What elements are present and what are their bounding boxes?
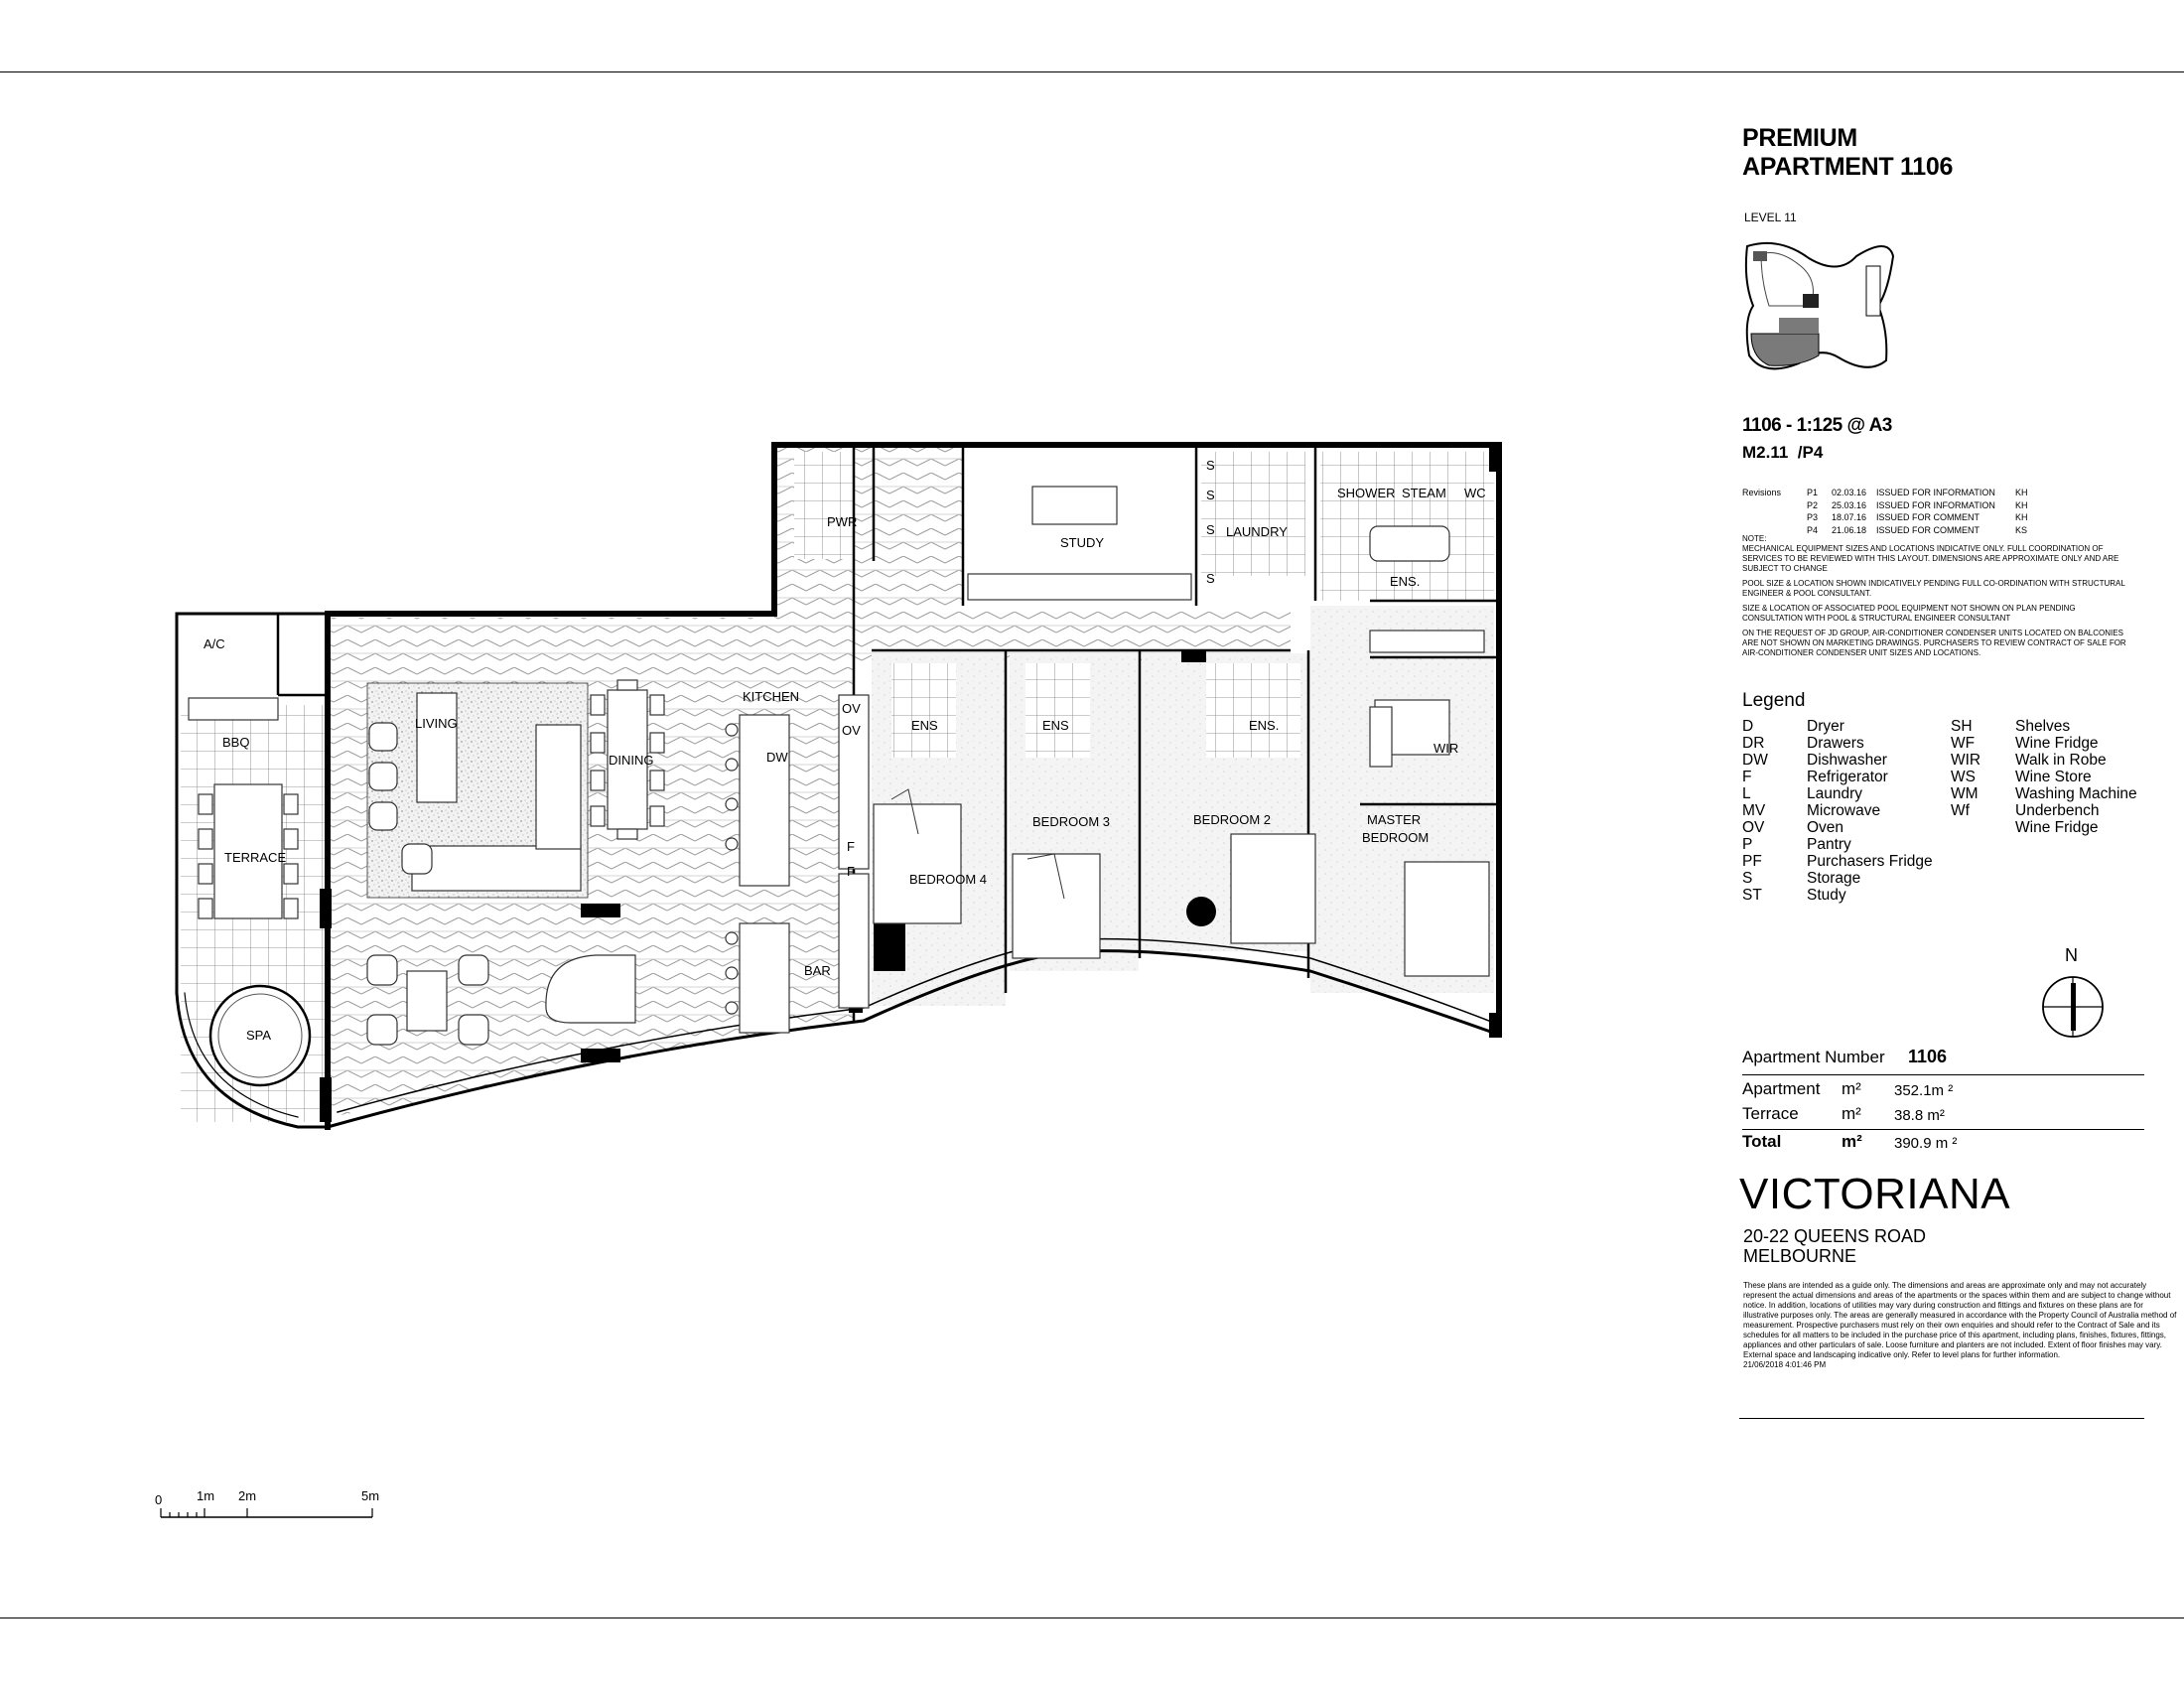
- legend-code: ST: [1742, 887, 1762, 904]
- room-living: LIVING: [415, 716, 458, 731]
- legend-code: F: [1742, 769, 1752, 785]
- legend-label: Underbench: [2015, 802, 2100, 819]
- drawing-number: M2.11: [1742, 443, 1789, 462]
- scale-tick-0: 0: [155, 1492, 163, 1507]
- label-s-4: S: [1206, 571, 1215, 586]
- area-value: 38.8 m²: [1894, 1107, 1945, 1124]
- rev-date: 25.03.16: [1832, 499, 1867, 510]
- room-master-1: MASTER: [1367, 812, 1422, 827]
- legend-label: Study: [1807, 887, 1846, 904]
- revisions-heading: Revisions: [1742, 488, 1782, 497]
- legend-code: S: [1742, 870, 1753, 887]
- rev-date: 21.06.18: [1832, 524, 1867, 535]
- legend-code: WIR: [1951, 752, 1981, 769]
- area-table: [1742, 1048, 2144, 1156]
- note-3: SIZE & LOCATION OF ASSOCIATED POOL EQUIPMENT NOT SHOWN ON PLAN PENDING CONSULTATION WITH POOL & STRUCTURAL ENGINEER CONSULTANT: [1742, 604, 2076, 623]
- drawing-number-row: [1742, 443, 1823, 463]
- area-label: Terrace: [1742, 1104, 1799, 1123]
- legend-right-codes: [1951, 718, 2010, 836]
- legend-title: Legend: [1742, 690, 1806, 711]
- rev-date: 02.03.16: [1832, 488, 1867, 497]
- rev-by: KH: [2015, 488, 2028, 497]
- legend-code: PF: [1742, 853, 1762, 870]
- legend-label: Refrigerator: [1807, 769, 1888, 785]
- rev-by: KH: [2015, 512, 2028, 522]
- room-shower: SHOWER: [1337, 486, 1396, 500]
- room-ac: A/C: [204, 636, 225, 651]
- area-value: 352.1m ²: [1894, 1082, 1954, 1099]
- room-wc: WC: [1464, 486, 1486, 500]
- legend-label: Pantry: [1807, 836, 1851, 853]
- area-label: Apartment: [1742, 1079, 1821, 1098]
- room-terrace: TERRACE: [224, 850, 287, 865]
- print-timestamp: 21/06/2018 4:01:46 PM: [1743, 1360, 1827, 1369]
- rev-desc: ISSUED FOR INFORMATION: [1876, 488, 1995, 497]
- rev-desc: ISSUED FOR COMMENT: [1876, 512, 1980, 522]
- room-steam: STEAM: [1402, 486, 1446, 500]
- legend-label: Dryer: [1807, 718, 1844, 735]
- legend-code: Wf: [1951, 802, 1970, 819]
- label-ov-2: OV: [842, 723, 861, 738]
- legend-label: Walk in Robe: [2015, 752, 2107, 769]
- rev-desc: ISSUED FOR INFORMATION: [1876, 499, 1995, 510]
- notes-block: [1742, 534, 2129, 663]
- legend-label: Wine Fridge: [2015, 819, 2099, 836]
- north-label: N: [2065, 945, 2078, 965]
- label-s-1: S: [1206, 458, 1215, 473]
- scale-label: 1106 - 1:125 @ A3: [1742, 415, 1892, 436]
- room-bedroom-3: BEDROOM 3: [1032, 814, 1111, 829]
- legend-label: Wine Store: [2015, 769, 2092, 785]
- room-pwr: PWR: [827, 514, 858, 529]
- address-line2: MELBOURNE: [1743, 1246, 1857, 1266]
- legend-label: Shelves: [2015, 718, 2071, 735]
- legend-label: Wine Fridge: [2015, 735, 2099, 752]
- area-value: 390.9 m ²: [1894, 1135, 1958, 1152]
- area-unit: m²: [1842, 1104, 1861, 1123]
- room-bbq: BBQ: [222, 735, 250, 750]
- plan-title: [1742, 124, 1953, 182]
- legend-code: WF: [1951, 735, 1976, 752]
- label-s-2: S: [1206, 488, 1215, 502]
- legend-label: Oven: [1807, 819, 1844, 836]
- disclaimer-text: These plans are intended as a guide only. The dimensions and areas are approximate only and may not accurately represent the actual dimensions and areas of the apartments or the spaces within them and are subject to change without notice. In addition, locations of utilities may vary during construction and fittings and fixtures on these plans are for illustrative purposes only. The areas are generally measured in accordance with the Property Council of Australia method of measurement. Prospective purchasers must rely on their own enquiries and should refer to the Contract of Sale and its schedules for all matters to be included in the purchase price of this apartment, including plans, finishes, fixtures, fittings, appliances and other particulars of sale. Loose furniture and planters are not included. Extent of floor finishes may vary. External space and landscaping indicative only. Refer to level plans for further information.: [1743, 1281, 2177, 1359]
- title-block-divider: [1739, 1418, 2144, 1419]
- scale-tick-2m: 2m: [238, 1488, 257, 1503]
- scale-bar: [149, 1484, 387, 1534]
- room-study: STUDY: [1060, 535, 1105, 550]
- room-master-2: BEDROOM: [1362, 830, 1430, 845]
- room-laundry: LAUNDRY: [1226, 524, 1288, 539]
- area-unit: m²: [1842, 1132, 1862, 1151]
- legend-code: P: [1742, 836, 1753, 853]
- legend-label: Storage: [1807, 870, 1861, 887]
- rev-by: KS: [2015, 524, 2028, 535]
- legend-label: Dishwasher: [1807, 752, 1887, 769]
- apartment-number: 1106: [1908, 1047, 1948, 1066]
- note-2: POOL SIZE & LOCATION SHOWN INDICATIVELY PENDING FULL CO-ORDINATION WITH STRUCTURAL ENGINEER & POOL CONSULTANT.: [1742, 579, 2125, 598]
- legend-left-labels: [1807, 718, 1956, 904]
- room-kitchen: KITCHEN: [743, 689, 800, 704]
- legend-code: DW: [1742, 752, 1768, 769]
- rev-code: P2: [1807, 499, 1819, 510]
- revisions-table: [1742, 487, 2028, 536]
- area-label: Total: [1742, 1132, 1782, 1151]
- legend-code: MV: [1742, 802, 1766, 819]
- label-dw: DW: [766, 750, 788, 765]
- legend-code: SH: [1951, 718, 1973, 735]
- rev-desc: ISSUED FOR COMMENT: [1876, 524, 1980, 535]
- label-f-1: F: [847, 839, 855, 854]
- legend-label: Microwave: [1807, 802, 1881, 819]
- legend-code: WM: [1951, 785, 1979, 802]
- legend-label: Laundry: [1807, 785, 1863, 802]
- legend-right-labels: [2015, 718, 2174, 836]
- legend-left-codes: [1742, 718, 1812, 904]
- disclaimer: [1743, 1281, 2180, 1370]
- label-ov-1: OV: [842, 701, 861, 716]
- rev-code: P1: [1807, 488, 1819, 497]
- rev-date: 18.07.16: [1832, 512, 1867, 522]
- label-f-2: F: [847, 864, 855, 879]
- room-bedroom-4: BEDROOM 4: [909, 872, 988, 887]
- level-label: LEVEL 11: [1744, 211, 1797, 224]
- scale-tick-5m: 5m: [361, 1488, 380, 1503]
- label-s-3: S: [1206, 522, 1215, 537]
- room-bar: BAR: [804, 963, 831, 978]
- note-1: MECHANICAL EQUIPMENT SIZES AND LOCATIONS INDICATIVE ONLY. FULL COORDINATION OF SERVICES TO BE REVIEWED WITH THIS LAYOUT. DIMENSIONS ARE APPROXIMATE ONLY AND ARE SUBJECT TO CHANGE: [1742, 544, 2119, 573]
- note-4: ON THE REQUEST OF JD GROUP, AIR-CONDITIONER CONDENSER UNITS LOCATED ON BALCONIES ARE NOT SHOWN ON MARKETING DRAWINGS. PURCHASERS TO REVIEW CONTRACT OF SALE FOR AIR-CONDITIONER CONDENSER UNIT SIZES AND LOCATIONS.: [1742, 629, 2126, 657]
- room-ens-master: ENS.: [1390, 574, 1421, 589]
- legend-label: Washing Machine: [2015, 785, 2137, 802]
- rev-code: P4: [1807, 524, 1819, 535]
- legend-label: Purchasers Fridge: [1807, 853, 1933, 870]
- notes-label: NOTE:: [1742, 534, 1767, 543]
- room-bedroom-2: BEDROOM 2: [1193, 812, 1272, 827]
- area-unit: m²: [1842, 1079, 1861, 1098]
- plan-title-line2: APARTMENT 1106: [1742, 153, 1954, 181]
- room-ens-4: ENS: [911, 718, 938, 733]
- key-plan: [1739, 236, 1898, 380]
- rev-by: KH: [2015, 499, 2028, 510]
- revision-code: /P4: [1797, 443, 1824, 462]
- rev-code: P3: [1807, 512, 1819, 522]
- north-arrow-icon: [2037, 971, 2109, 1043]
- legend-code: [1951, 819, 2010, 836]
- legend-code: WS: [1951, 769, 1976, 785]
- scale-tick-1m: 1m: [197, 1488, 215, 1503]
- room-ens-2: ENS.: [1249, 718, 1280, 733]
- brand-name: VICTORIANA: [1739, 1170, 2011, 1218]
- legend-code: D: [1742, 718, 1754, 735]
- address-line1: 20-22 QUEENS ROAD: [1743, 1226, 1927, 1246]
- legend-code: DR: [1742, 735, 1765, 752]
- room-wir: WIR: [1433, 741, 1459, 756]
- room-spa: SPA: [246, 1028, 272, 1043]
- apartment-number-label: Apartment Number: [1742, 1048, 1885, 1066]
- legend-code: OV: [1742, 819, 1765, 836]
- legend-label: Drawers: [1807, 735, 1864, 752]
- address: [1743, 1226, 1926, 1266]
- room-ens-3: ENS: [1042, 718, 1069, 733]
- legend-code: L: [1742, 785, 1751, 802]
- room-dining: DINING: [609, 753, 654, 768]
- plan-title-line1: PREMIUM: [1742, 124, 1857, 152]
